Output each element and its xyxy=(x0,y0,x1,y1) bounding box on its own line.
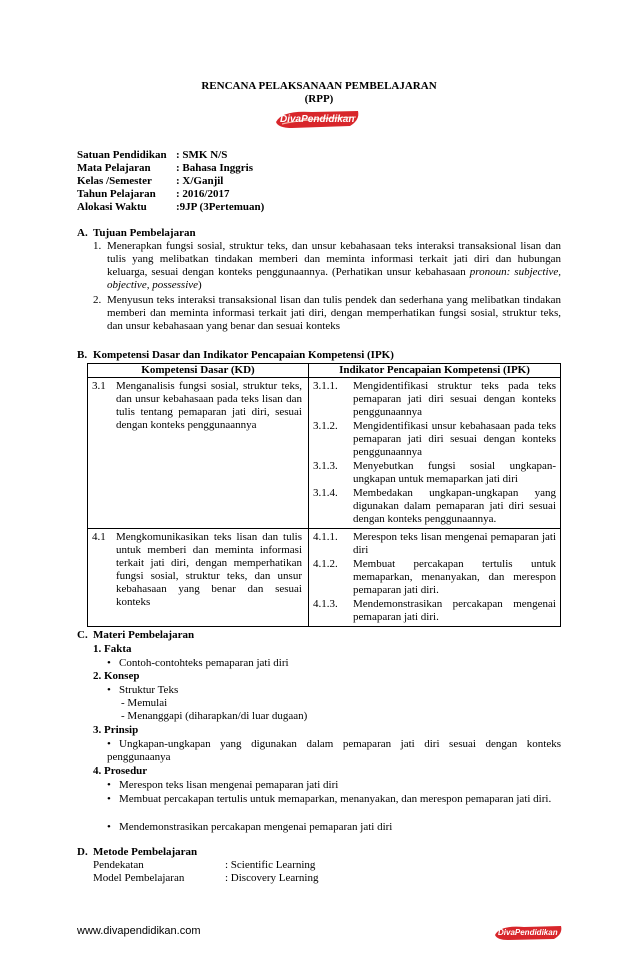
list-number: 2. xyxy=(93,294,102,306)
info-row: Kelas /Semester : X/Ganjil xyxy=(77,175,224,187)
info-row: Satuan Pendidikan : SMK N/S xyxy=(77,149,228,161)
ipk-item: 4.1.1. Merespon teks lisan mengenai pemaparan jati diri xyxy=(313,531,556,556)
ipk-cell xyxy=(309,529,561,627)
document-title: RENCANA PELAKSANAAN PEMBELAJARAN xyxy=(201,80,437,92)
list-item: • Struktur Teks xyxy=(107,684,178,697)
subheading-prosedur: 4. Prosedur xyxy=(93,765,148,777)
kd-cell: 3.1 Menganalisis fungsi sosial, struktur teks, dan unsur kebahasaan pada teks lisan dan tulis tentang pemaparan jati diri, sesuai dengan konteks penggunaannya xyxy=(88,378,309,529)
ipk-cell xyxy=(309,378,561,529)
subheading-prinsip: 3. Prinsip xyxy=(93,724,139,736)
ipk-item: 3.1.3. Menyebutkan fungsi sosial ungkapan-ungkapan untuk memaparkan jati diri xyxy=(313,460,556,485)
subheading-fakta: 1. Fakta xyxy=(93,643,132,655)
metode-row: Model Pembelajaran : Discovery Learning xyxy=(93,872,319,884)
info-row: Alokasi Waktu :9JP (3Pertemuan) xyxy=(77,201,265,213)
section-b-heading: B. Kompetensi Dasar dan Indikator Pencapaian Kompetensi (IPK) xyxy=(77,349,394,361)
metode-row: Pendekatan : Scientific Learning xyxy=(93,859,316,871)
list-subitem: - Menanggapi (diharapkan/di luar dugaan) xyxy=(121,710,308,722)
kd-ipk-table xyxy=(87,363,561,627)
list-item: • Mendemonstrasikan percakapan mengenai pemaparan jati diri xyxy=(107,821,392,834)
ipk-item: 3.1.4. Membedakan ungkapan-ungkapan yang digunakan dalam pemaparan jati diri sesuai dengan konteks penggunaannya. xyxy=(313,487,556,525)
logo-text: DivaPendidikan xyxy=(280,114,355,125)
logo-text: DivaPendidikan xyxy=(498,928,558,937)
section-c-heading: C. Materi Pembelajaran xyxy=(77,629,195,641)
list-item: • Merespon teks lisan mengenai pemaparan jati diri xyxy=(107,779,338,792)
ipk-item: 3.1.1. Mengidentifikasi struktur teks pada teks pemaparan jati diri sesuai dengan konteks penggunaannya xyxy=(313,380,556,418)
list-subitem: - Memulai xyxy=(121,697,168,709)
tujuan-item-2: Menyusun teks interaksi transaksional lisan dan tulis pendek dan sederhana yang melibatkan tindakan memberi dan meminta informasi terkait jati diri, dengan memperhatikan fungsi sosial, struktur teks, dan unsur kebahasaan yang benar dan sesuai konteks xyxy=(107,294,561,332)
list-item: • Ungkapan-ungkapan yang digunakan dalam pemaparan jati diri sesuai dengan konteks penggunaanya xyxy=(107,738,561,764)
footer-url: www.divapendidikan.com xyxy=(77,925,201,937)
ipk-item: 4.1.3. Mendemonstrasikan percakapan mengenai pemaparan jati diri. xyxy=(313,598,556,623)
table-row xyxy=(88,378,561,529)
document-subtitle: (RPP) xyxy=(304,93,334,105)
table-header-kd: Kompetensi Dasar (KD) xyxy=(88,364,309,378)
kd-cell: 4.1 Mengkomunikasikan teks lisan dan tulis untuk memberi dan meminta informasi terkait jati diri, dengan memperhatikan fungsi sosial, struktur teks, dan unsur kebahasaan yang benar dan sesuai konteks xyxy=(88,529,309,627)
table-header-ipk: Indikator Pencapaian Kompetensi (IPK) xyxy=(309,364,561,378)
divapendidikan-footer-logo xyxy=(492,922,564,942)
list-number: 1. xyxy=(93,240,102,252)
divapendidikan-logo xyxy=(272,106,362,130)
info-row: Tahun Pelajaran : 2016/2017 xyxy=(77,188,230,200)
table-row xyxy=(88,529,561,627)
tujuan-item-1: Menerapkan fungsi sosial, struktur teks, dan unsur kebahasaan teks interaksi transaksional lisan dan tulis yang melibatkan tindakan memberi dan meminta informasi terkait jati diri dan hubungan keluarga, sesuai dengan konteks penggunaannya. (Perhatikan unsur kebahasaan pronoun: subjective, objective, possessive) xyxy=(107,240,562,291)
info-row: Mata Pelajaran : Bahasa Inggris xyxy=(77,162,254,174)
ipk-item: 3.1.2. Mengidentifikasi unsur kebahasaan pada teks pemaparan jati diri sesuai dengan konteks penggunaannya xyxy=(313,420,556,458)
section-d-heading: D. Metode Pembelajaran xyxy=(77,846,198,858)
subheading-konsep: 2. Konsep xyxy=(93,670,140,682)
list-item: • Contoh-contohteks pemaparan jati diri xyxy=(107,657,289,670)
section-a-heading: A. Tujuan Pembelajaran xyxy=(77,227,196,239)
table-header-row xyxy=(88,364,561,378)
list-item: • Membuat percakapan tertulis untuk memaparkan, menanyakan, dan merespon pemaparan jati diri. xyxy=(107,793,561,806)
ipk-item: 4.1.2. Membuat percakapan tertulis untuk memaparkan, menanyakan, dan merespon pemaparan jati diri. xyxy=(313,558,556,596)
